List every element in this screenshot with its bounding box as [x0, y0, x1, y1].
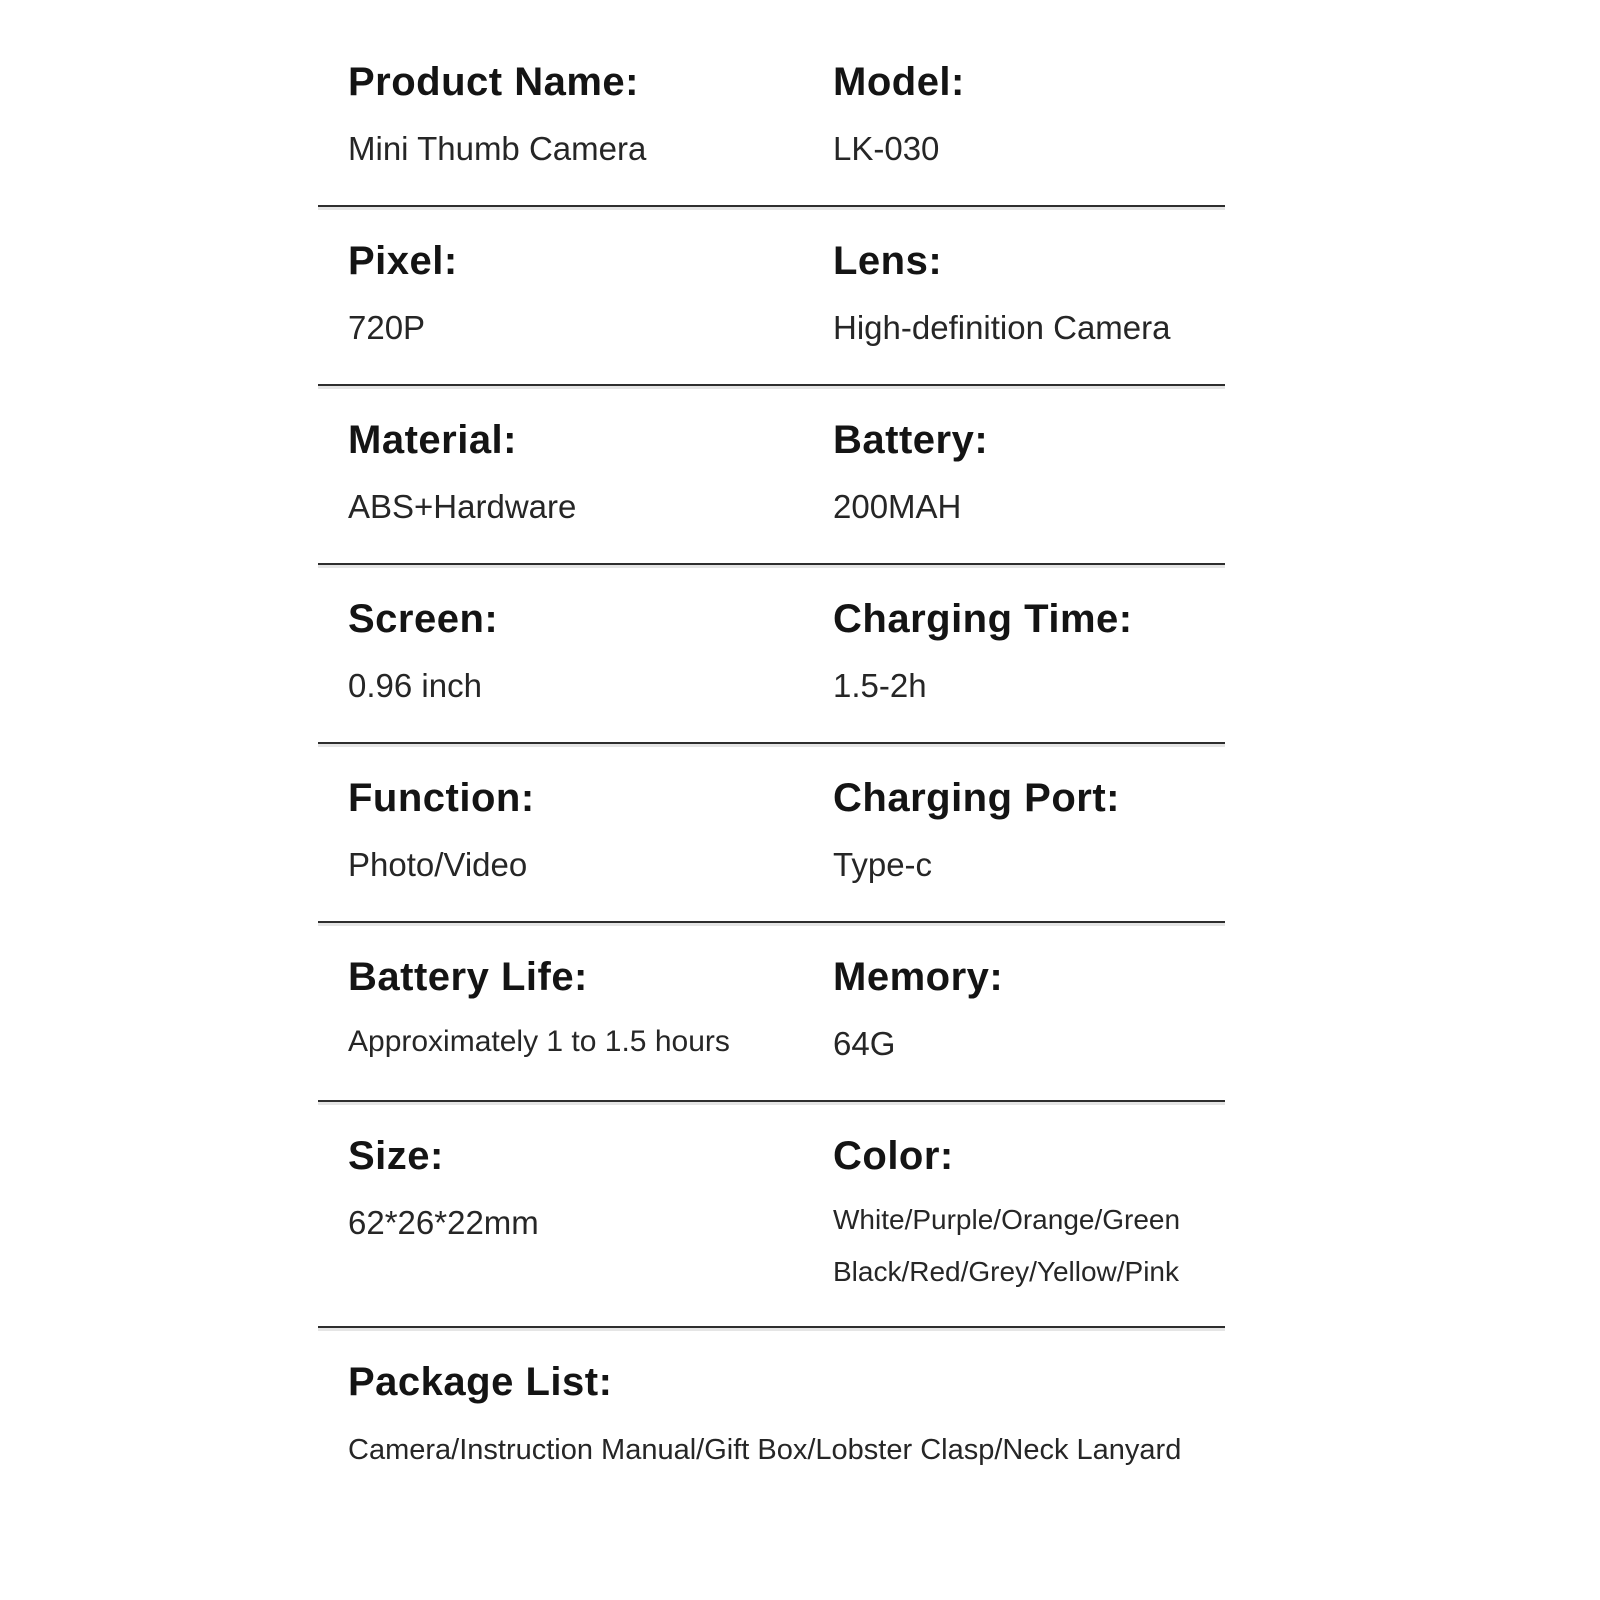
model-label: Model:: [833, 60, 965, 104]
screen-label: Screen:: [348, 597, 499, 641]
size-value: 62*26*22mm: [348, 1204, 539, 1241]
spec-cell-memory: [833, 957, 1225, 1060]
color-value-line-2: Black/Red/Grey/Yellow/Pink: [833, 1256, 1180, 1287]
spec-cell-battery: [833, 420, 1225, 523]
spec-row-package-list: [318, 1328, 1225, 1465]
material-value: ABS+Hardware: [348, 488, 577, 525]
product-name-value: Mini Thumb Camera: [348, 130, 647, 167]
spec-row-material-battery: [318, 386, 1225, 565]
battery-life-value: Approximately 1 to 1.5 hours: [348, 1025, 730, 1058]
charging-time-label: Charging Time:: [833, 597, 1133, 641]
lens-value: High-definition Camera: [833, 309, 1171, 346]
spec-cell-color: [833, 1136, 1225, 1286]
color-label: Color:: [833, 1134, 954, 1178]
battery-label: Battery:: [833, 418, 989, 462]
charging-port-label: Charging Port:: [833, 776, 1120, 820]
spec-cell-pixel: [318, 241, 833, 344]
charging-port-value: Type-c: [833, 846, 933, 883]
spec-row-screen-charging-time: [318, 565, 1225, 744]
battery-life-label: Battery Life:: [348, 955, 588, 999]
spec-cell-size: [318, 1136, 833, 1286]
spec-cell-charging-time: [833, 599, 1225, 702]
charging-time-value: 1.5-2h: [833, 667, 927, 704]
package-list-value: Camera/Instruction Manual/Gift Box/Lobster Clasp/Neck Lanyard: [348, 1434, 1182, 1466]
spec-row-pixel-lens: [318, 207, 1225, 386]
memory-value: 64G: [833, 1025, 896, 1062]
spec-cell-screen: [318, 599, 833, 702]
spec-table: [318, 28, 1225, 1465]
spec-cell-function: [318, 778, 833, 881]
lens-label: Lens:: [833, 239, 943, 283]
spec-cell-product-name: [318, 62, 833, 165]
function-value: Photo/Video: [348, 846, 528, 883]
spec-cell-lens: [833, 241, 1225, 344]
spec-cell-model: [833, 62, 1225, 165]
color-value-line-1: White/Purple/Orange/Green: [833, 1204, 1181, 1235]
spec-row-battery-life-memory: [318, 923, 1225, 1102]
size-label: Size:: [348, 1134, 444, 1178]
package-list-label: Package List:: [348, 1360, 613, 1404]
screen-value: 0.96 inch: [348, 667, 482, 704]
memory-label: Memory:: [833, 955, 1004, 999]
material-label: Material:: [348, 418, 517, 462]
product-name-label: Product Name:: [348, 60, 639, 104]
spec-cell-battery-life: [318, 957, 833, 1060]
function-label: Function:: [348, 776, 535, 820]
pixel-value: 720P: [348, 309, 426, 346]
model-value: LK-030: [833, 130, 940, 167]
pixel-label: Pixel:: [348, 239, 458, 283]
spec-row-function-charging-port: [318, 744, 1225, 923]
spec-row-product-model: [318, 28, 1225, 207]
spec-cell-charging-port: [833, 778, 1225, 881]
spec-cell-material: [318, 420, 833, 523]
spec-row-size-color: [318, 1102, 1225, 1328]
battery-value: 200MAH: [833, 488, 962, 525]
